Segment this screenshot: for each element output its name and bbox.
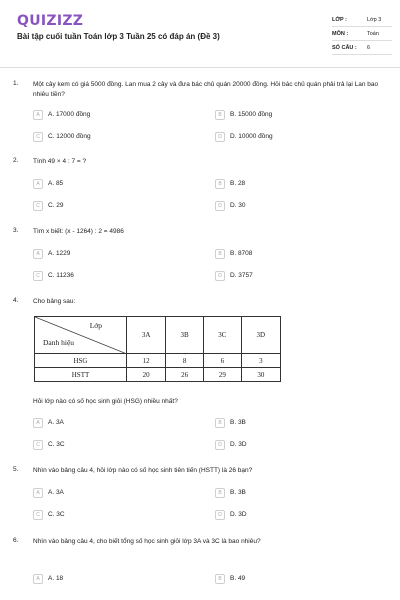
option-label: D. 3757 xyxy=(230,272,253,279)
option-label: A. 3A xyxy=(48,419,64,426)
option-label: D. 3D xyxy=(230,441,247,448)
option-letter-box: B xyxy=(215,488,225,498)
table-row xyxy=(35,368,281,382)
option-letter-box: A xyxy=(33,179,43,189)
option-letter-box: B xyxy=(215,110,225,120)
option-b[interactable] xyxy=(215,573,245,584)
option-a[interactable] xyxy=(33,109,90,120)
question-number: 5. xyxy=(13,466,19,473)
option-d[interactable] xyxy=(215,200,246,211)
table-corner-cell xyxy=(35,317,127,354)
option-b[interactable] xyxy=(215,178,245,189)
option-a[interactable] xyxy=(33,248,70,259)
table-cell: 30 xyxy=(241,368,280,382)
option-c[interactable] xyxy=(33,270,74,281)
question-number: 3. xyxy=(13,227,19,234)
table-cell: 26 xyxy=(166,368,204,382)
option-letter-box: D xyxy=(215,201,225,211)
question-number: 4. xyxy=(13,297,19,304)
meta-underline xyxy=(332,40,392,41)
option-label: D. 3D xyxy=(230,511,247,518)
option-letter-box: A xyxy=(33,488,43,498)
option-a[interactable] xyxy=(33,417,64,428)
header-divider xyxy=(0,67,400,68)
option-label: D. 30 xyxy=(230,202,246,209)
option-c[interactable] xyxy=(33,439,65,450)
option-label: B. 28 xyxy=(230,180,246,187)
question-number: 1. xyxy=(13,80,19,87)
option-letter-box: C xyxy=(33,271,43,281)
quizizz-logo: QUIZIZZ xyxy=(17,13,84,29)
option-letter-box: C xyxy=(33,132,43,142)
option-d[interactable] xyxy=(215,270,253,281)
option-label: C. 12000 đồng xyxy=(48,133,91,140)
option-b[interactable] xyxy=(215,109,272,120)
table-row xyxy=(35,354,281,368)
option-letter-box: A xyxy=(33,249,43,259)
table-cell: 8 xyxy=(166,354,204,368)
option-c[interactable] xyxy=(33,200,64,211)
option-label: C. 29 xyxy=(48,202,64,209)
corner-label-title: Danh hiệu xyxy=(43,338,75,347)
option-letter-box: D xyxy=(215,440,225,450)
option-letter-box: D xyxy=(215,271,225,281)
option-label: C. 3C xyxy=(48,511,65,518)
option-c[interactable] xyxy=(33,509,65,520)
option-d[interactable] xyxy=(215,131,273,142)
question-text: Hỏi lớp nào có số học sinh giỏi (HSG) nhiều nhất? xyxy=(33,398,178,405)
column-header: 3A xyxy=(127,317,166,354)
worksheet-header xyxy=(0,0,400,68)
column-header: 3C xyxy=(203,317,241,354)
diagonal-line xyxy=(35,317,127,354)
option-a[interactable] xyxy=(33,178,63,189)
option-letter-box: A xyxy=(33,110,43,120)
option-label: A. 3A xyxy=(48,489,64,496)
option-label: C. 11236 xyxy=(48,272,74,279)
table-cell: 3 xyxy=(241,354,280,368)
option-label: A. 1229 xyxy=(48,250,71,257)
meta-count-value: 6 xyxy=(367,45,371,51)
option-label: A. 85 xyxy=(48,180,64,187)
option-d[interactable] xyxy=(215,439,247,450)
meta-underline xyxy=(332,54,392,55)
table-cell: 29 xyxy=(203,368,241,382)
row-label: HSG xyxy=(35,354,127,368)
option-letter-box: D xyxy=(215,132,225,142)
option-label: B. 15000 đồng xyxy=(230,111,273,118)
table-header-row xyxy=(35,317,281,354)
question-text: Cho bảng sau: xyxy=(33,298,76,305)
option-d[interactable] xyxy=(215,509,247,520)
option-letter-box: B xyxy=(215,249,225,259)
option-label: B. 3B xyxy=(230,489,246,496)
worksheet-title: Bài tập cuối tuần Toán lớp 3 Tuần 25 có đáp án (Đề 3) xyxy=(17,32,220,41)
question-number: 6. xyxy=(13,537,19,544)
table-cell: 6 xyxy=(203,354,241,368)
option-letter-box: A xyxy=(33,574,43,584)
option-label: C. 3C xyxy=(48,441,65,448)
option-label: D. 10000 đồng xyxy=(230,133,273,140)
option-a[interactable] xyxy=(33,487,64,498)
column-header: 3B xyxy=(166,317,204,354)
option-label: B. 3B xyxy=(230,419,246,426)
option-label: B. 8708 xyxy=(230,250,253,257)
option-label: B. 49 xyxy=(230,575,246,582)
option-a[interactable] xyxy=(33,573,63,584)
option-b[interactable] xyxy=(215,248,252,259)
option-letter-box: C xyxy=(33,510,43,520)
meta-subject-value: Toán xyxy=(367,31,379,37)
option-letter-box: C xyxy=(33,440,43,450)
table-cell: 20 xyxy=(127,368,166,382)
question-text: Tìm x biết: (x - 1264) : 2 = 4986 xyxy=(33,228,124,235)
meta-class-key: LỚP : xyxy=(332,17,347,23)
meta-class-value: Lớp 3 xyxy=(367,17,382,23)
question-text: Nhìn vào bảng câu 4, cho biết tổng số học sinh giỏi lớp 3A và 3C là bao nhiêu? xyxy=(33,538,261,545)
column-header: 3D xyxy=(241,317,280,354)
question-text: Tính 49 × 4 : 7 = ? xyxy=(33,158,87,165)
option-label: A. 18 xyxy=(48,575,64,582)
option-label: A. 17000 đồng xyxy=(48,111,91,118)
corner-label-class: Lớp xyxy=(89,321,102,330)
meta-count-key: SỐ CÂU : xyxy=(332,45,357,51)
option-letter-box: C xyxy=(33,201,43,211)
question-number: 2. xyxy=(13,157,19,164)
option-letter-box: A xyxy=(33,418,43,428)
question-text: Nhìn vào bảng câu 4, hỏi lớp nào có số học sinh tiên tiến (HSTT) là 26 bạn? xyxy=(33,467,253,474)
option-b[interactable] xyxy=(215,417,246,428)
option-letter-box: B xyxy=(215,574,225,584)
class-ranking-table xyxy=(34,316,281,382)
table-cell: 12 xyxy=(127,354,166,368)
option-letter-box: B xyxy=(215,179,225,189)
option-letter-box: D xyxy=(215,510,225,520)
option-c[interactable] xyxy=(33,131,91,142)
option-b[interactable] xyxy=(215,487,246,498)
option-letter-box: B xyxy=(215,418,225,428)
row-label: HSTT xyxy=(35,368,127,382)
meta-subject-key: MÔN : xyxy=(332,31,349,37)
question-text: Một cây kem có giá 5000 đồng. Lan mua 2 cây và đưa bác chủ quán 20000 đồng. Hỏi bác chủ quán phải trả lại Lan bao nhiêu tiền? xyxy=(33,81,379,98)
meta-underline xyxy=(332,26,392,27)
